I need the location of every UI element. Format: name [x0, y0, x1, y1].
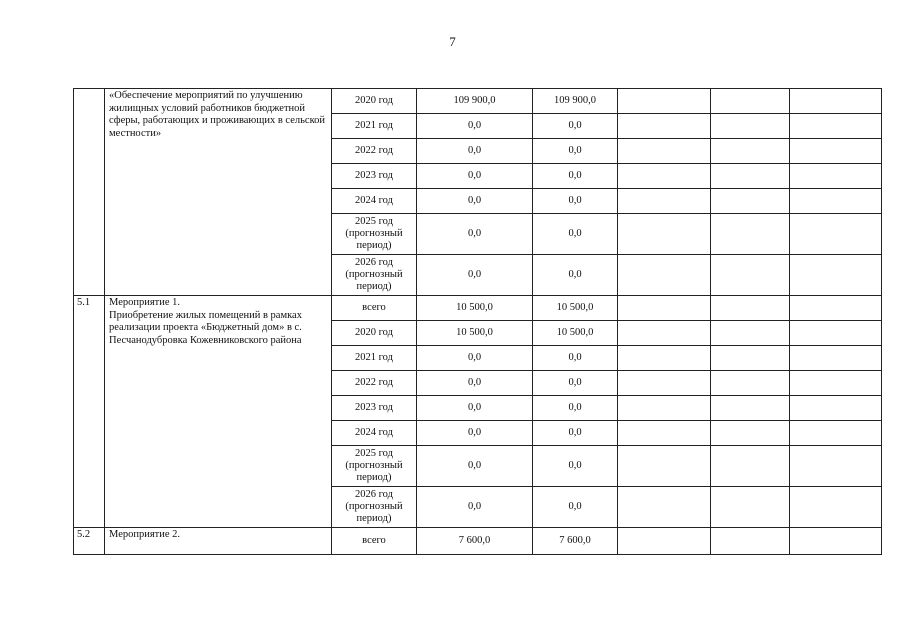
empty-cell — [711, 446, 790, 487]
empty-cell — [618, 89, 711, 114]
empty-cell — [618, 321, 711, 346]
source-amount-cell: 0,0 — [533, 255, 618, 296]
total-amount-cell: 0,0 — [417, 421, 533, 446]
source-amount-cell: 0,0 — [533, 371, 618, 396]
empty-cell — [618, 446, 711, 487]
source-amount-cell: 0,0 — [533, 446, 618, 487]
total-amount-cell: 0,0 — [417, 371, 533, 396]
total-amount-cell: 10 500,0 — [417, 321, 533, 346]
total-amount-cell: 0,0 — [417, 396, 533, 421]
section-number — [74, 89, 105, 296]
empty-cell — [790, 164, 882, 189]
empty-cell — [711, 346, 790, 371]
empty-cell — [711, 396, 790, 421]
source-amount-cell: 0,0 — [533, 164, 618, 189]
source-amount-cell: 10 500,0 — [533, 296, 618, 321]
empty-cell — [790, 89, 882, 114]
empty-cell — [618, 371, 711, 396]
empty-cell — [790, 114, 882, 139]
source-amount-cell: 0,0 — [533, 114, 618, 139]
source-amount-cell: 0,0 — [533, 346, 618, 371]
total-amount-cell: 0,0 — [417, 164, 533, 189]
period-cell: 2025 год (прогнозный период) — [332, 214, 417, 255]
period-cell: 2025 год (прогнозный период) — [332, 446, 417, 487]
section-number: 5.1 — [74, 296, 105, 528]
empty-cell — [790, 346, 882, 371]
page-number: 7 — [449, 34, 456, 49]
empty-cell — [711, 371, 790, 396]
source-amount-cell: 0,0 — [533, 396, 618, 421]
source-amount-cell: 10 500,0 — [533, 321, 618, 346]
empty-cell — [711, 189, 790, 214]
section-title: Мероприятие 2. — [105, 528, 332, 555]
total-amount-cell: 0,0 — [417, 189, 533, 214]
period-cell: 2023 год — [332, 164, 417, 189]
empty-cell — [790, 421, 882, 446]
empty-cell — [618, 164, 711, 189]
total-amount-cell: 0,0 — [417, 487, 533, 528]
empty-cell — [618, 528, 711, 555]
budget-table — [73, 88, 882, 555]
table-body — [74, 89, 882, 555]
section-title: «Обеспечение мероприятий по улучшению жилищных условий работников бюджетной сферы, работающих и проживающих в сельской местности» — [105, 89, 332, 296]
period-cell: 2020 год — [332, 321, 417, 346]
table-row — [74, 296, 882, 321]
empty-cell — [711, 528, 790, 555]
source-amount-cell: 0,0 — [533, 189, 618, 214]
empty-cell — [790, 255, 882, 296]
period-cell: 2026 год (прогнозный период) — [332, 487, 417, 528]
total-amount-cell: 0,0 — [417, 346, 533, 371]
empty-cell — [618, 421, 711, 446]
source-amount-cell: 109 900,0 — [533, 89, 618, 114]
empty-cell — [618, 139, 711, 164]
empty-cell — [711, 296, 790, 321]
period-cell: 2024 год — [332, 421, 417, 446]
period-cell: 2022 год — [332, 371, 417, 396]
total-amount-cell: 0,0 — [417, 139, 533, 164]
table-row — [74, 89, 882, 114]
empty-cell — [711, 421, 790, 446]
empty-cell — [790, 214, 882, 255]
empty-cell — [711, 114, 790, 139]
total-amount-cell: 0,0 — [417, 255, 533, 296]
period-cell: всего — [332, 528, 417, 555]
empty-cell — [790, 487, 882, 528]
empty-cell — [790, 189, 882, 214]
empty-cell — [790, 396, 882, 421]
source-amount-cell: 0,0 — [533, 214, 618, 255]
empty-cell — [711, 164, 790, 189]
empty-cell — [618, 296, 711, 321]
empty-cell — [711, 89, 790, 114]
empty-cell — [618, 189, 711, 214]
total-amount-cell: 7 600,0 — [417, 528, 533, 555]
empty-cell — [790, 446, 882, 487]
source-amount-cell: 0,0 — [533, 421, 618, 446]
empty-cell — [618, 214, 711, 255]
period-cell: 2026 год (прогнозный период) — [332, 255, 417, 296]
empty-cell — [711, 214, 790, 255]
period-cell: всего — [332, 296, 417, 321]
empty-cell — [790, 296, 882, 321]
period-cell: 2021 год — [332, 114, 417, 139]
empty-cell — [790, 139, 882, 164]
empty-cell — [790, 371, 882, 396]
empty-cell — [618, 487, 711, 528]
empty-cell — [618, 114, 711, 139]
total-amount-cell: 0,0 — [417, 114, 533, 139]
source-amount-cell: 0,0 — [533, 139, 618, 164]
total-amount-cell: 109 900,0 — [417, 89, 533, 114]
empty-cell — [711, 139, 790, 164]
empty-cell — [618, 346, 711, 371]
empty-cell — [790, 321, 882, 346]
empty-cell — [711, 255, 790, 296]
empty-cell — [711, 487, 790, 528]
table-row — [74, 528, 882, 555]
section-title: Мероприятие 1. Приобретение жилых помещений в рамках реализации проекта «Бюджетный дом» в с. Песчанодубровка Кожевниковского района — [105, 296, 332, 528]
empty-cell — [711, 321, 790, 346]
period-cell: 2022 год — [332, 139, 417, 164]
total-amount-cell: 0,0 — [417, 214, 533, 255]
total-amount-cell: 0,0 — [417, 446, 533, 487]
source-amount-cell: 7 600,0 — [533, 528, 618, 555]
period-cell: 2024 год — [332, 189, 417, 214]
empty-cell — [618, 396, 711, 421]
source-amount-cell: 0,0 — [533, 487, 618, 528]
period-cell: 2021 год — [332, 346, 417, 371]
empty-cell — [790, 528, 882, 555]
empty-cell — [618, 255, 711, 296]
section-number: 5.2 — [74, 528, 105, 555]
period-cell: 2020 год — [332, 89, 417, 114]
total-amount-cell: 10 500,0 — [417, 296, 533, 321]
period-cell: 2023 год — [332, 396, 417, 421]
